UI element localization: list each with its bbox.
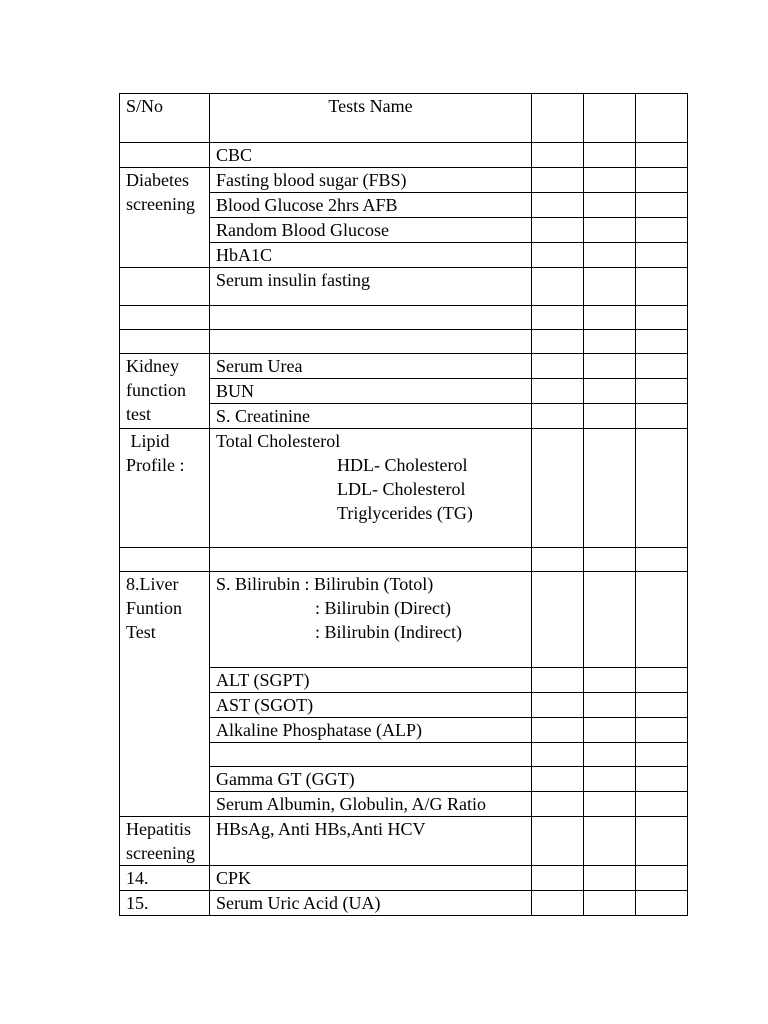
group-kidney (120, 354, 210, 429)
group-label: Kidney (126, 356, 179, 376)
test-total-cholesterol: Total Cholesterol (216, 431, 341, 451)
group-label: screening (126, 194, 195, 214)
group-label: Lipid (126, 431, 170, 451)
header-tests-name: Tests Name (210, 94, 532, 143)
table-row (120, 891, 688, 916)
test-creatinine: S. Creatinine (210, 404, 532, 429)
group-label: Test (126, 622, 156, 642)
group-diabetes (120, 168, 210, 268)
test-cbc: CBC (210, 143, 532, 168)
test-albumin: Serum Albumin, Globulin, A/G Ratio (210, 792, 532, 817)
table-row-empty (120, 306, 688, 330)
sno-cell (120, 143, 210, 168)
sno-cell: 15. (120, 891, 210, 916)
table-row-empty (120, 330, 688, 354)
sno-cell: 14. (120, 866, 210, 891)
table-row-empty (120, 548, 688, 572)
group-label: function (126, 380, 186, 400)
header-blank-1 (532, 94, 584, 143)
test-alp: Alkaline Phosphatase (ALP) (210, 718, 532, 743)
group-liver (120, 572, 210, 817)
table-row (120, 143, 688, 168)
test-fbs: Fasting blood sugar (FBS) (210, 168, 532, 193)
test-ggt: Gamma GT (GGT) (210, 767, 532, 792)
header-row (120, 94, 688, 143)
test-insulin: Serum insulin fasting (210, 268, 532, 306)
test-hepatitis: HBsAg, Anti HBs,Anti HCV (210, 817, 532, 866)
test-ast: AST (SGOT) (210, 693, 532, 718)
group-label: Diabetes (126, 170, 189, 190)
header-sno: S/No (120, 94, 210, 143)
test-bilirubin-indirect: : Bilirubin (Indirect) (315, 622, 462, 642)
test-cpk: CPK (210, 866, 532, 891)
table-row (120, 354, 688, 379)
table-row (120, 572, 688, 668)
test-tg: Triglycerides (TG) (337, 503, 473, 523)
group-hepatitis (120, 817, 210, 866)
header-blank-2 (584, 94, 636, 143)
table-row (120, 866, 688, 891)
group-label: Hepatitis (126, 819, 191, 839)
group-label: screening (126, 843, 195, 863)
header-blank-3 (636, 94, 688, 143)
group-label: Funtion (126, 598, 183, 618)
group-lipid (120, 429, 210, 548)
group-label: Profile : (126, 455, 185, 475)
lipid-tests (210, 429, 532, 548)
table-row (120, 268, 688, 306)
tests-table (119, 93, 688, 916)
test-bilirubin-direct: : Bilirubin (Direct) (315, 598, 451, 618)
test-rbg: Random Blood Glucose (210, 218, 532, 243)
group-label: test (126, 404, 151, 424)
table-row (120, 429, 688, 548)
table-row (120, 168, 688, 193)
test-bilirubin-total: S. Bilirubin : Bilirubin (Totol) (216, 574, 434, 594)
test-ldl: LDL- Cholesterol (337, 479, 466, 499)
group-label: 8.Liver (126, 574, 179, 594)
test-bg2: Blood Glucose 2hrs AFB (210, 193, 532, 218)
test-bun: BUN (210, 379, 532, 404)
test-hdl: HDL- Cholesterol (337, 455, 468, 475)
test-urea: Serum Urea (210, 354, 532, 379)
sno-cell (120, 268, 210, 306)
table-row (120, 817, 688, 866)
test-hba1c: HbA1C (210, 243, 532, 268)
test-alt: ALT (SGPT) (210, 668, 532, 693)
test-uric-acid: Serum Uric Acid (UA) (210, 891, 532, 916)
bilirubin-tests (210, 572, 532, 668)
